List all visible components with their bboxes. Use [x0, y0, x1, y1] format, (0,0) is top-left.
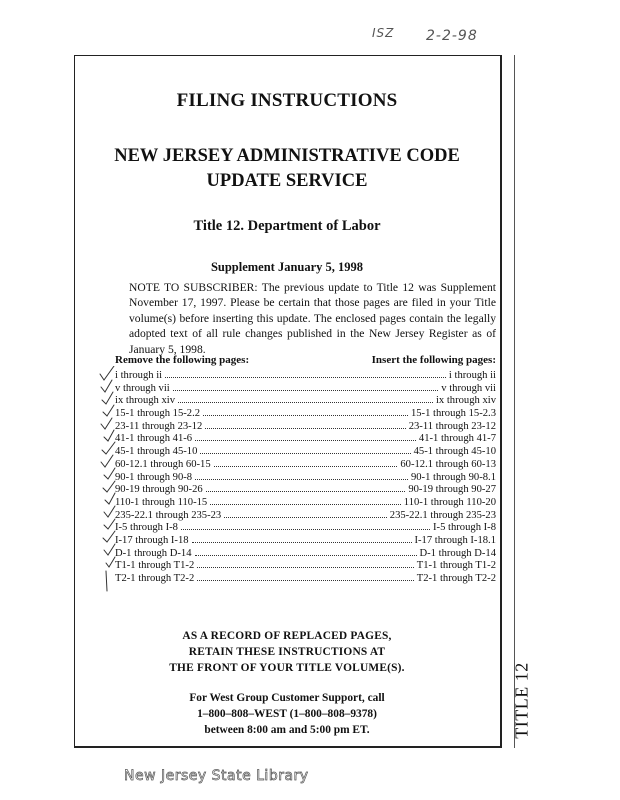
remove-pages: 15-1 through 15-2.2	[115, 408, 201, 420]
dot-leader	[200, 444, 410, 454]
remove-pages: 90-1 through 90-8	[115, 471, 193, 483]
title-tab-label: TITLE 12	[511, 661, 532, 739]
handwritten-initials: ISZ	[372, 26, 395, 40]
handwritten-annotation	[372, 24, 532, 50]
insert-pages: 23-11 through 23-12	[408, 420, 496, 432]
library-stamp: New Jersey State Library	[124, 768, 309, 784]
remove-pages: T2-1 through T2-2	[115, 573, 195, 584]
side-rule-inner	[514, 55, 515, 748]
remove-pages: T1-1 through T1-2	[115, 560, 195, 572]
insert-pages: T1-1 through T1-2	[416, 560, 496, 572]
list-item	[115, 457, 496, 470]
closing-line-1: AS A RECORD OF REPLACED PAGES,	[182, 630, 392, 642]
dot-leader	[205, 419, 405, 429]
list-item	[115, 558, 496, 571]
remove-pages: 45-1 through 45-10	[115, 446, 198, 458]
subtitle-line-2: UPDATE SERVICE	[206, 171, 368, 191]
list-item	[115, 533, 496, 546]
dot-leader	[197, 558, 414, 568]
list-item	[115, 508, 496, 521]
closing-line-3: THE FRONT OF YOUR TITLE VOLUME(S).	[169, 662, 405, 674]
side-rule	[500, 55, 502, 748]
insert-pages: v through vii	[441, 382, 496, 394]
insert-pages: ix through xiv	[435, 395, 496, 407]
dot-leader	[195, 470, 408, 480]
list-item	[115, 368, 496, 381]
list-item	[115, 482, 496, 495]
insert-pages: 60-12.1 through 60-13	[400, 458, 496, 470]
insert-pages: I-17 through I-18.1	[414, 534, 496, 546]
remove-pages: D-1 through D-14	[115, 547, 192, 559]
remove-pages: I-5 through I-8	[115, 522, 178, 534]
insert-pages: i through ii	[448, 370, 496, 381]
dot-leader	[192, 533, 412, 543]
list-item	[115, 444, 496, 457]
list-item	[115, 470, 496, 483]
dot-leader	[210, 495, 401, 505]
dot-leader	[181, 520, 430, 530]
dot-leader	[173, 381, 439, 391]
handwritten-date: 2-2-98	[426, 28, 478, 44]
subscriber-note	[115, 280, 496, 357]
remove-pages: 23-11 through 23-12	[115, 420, 203, 432]
list-item	[115, 571, 496, 584]
list-item	[115, 419, 496, 432]
closing-line-2: RETAIN THESE INSTRUCTIONS AT	[188, 646, 386, 658]
remove-pages: 60-12.1 through 60-15	[115, 458, 211, 470]
list-item	[115, 431, 496, 444]
remove-pages: i through ii	[115, 370, 163, 381]
page-title: FILING INSTRUCTIONS	[176, 90, 398, 111]
insert-pages: D-1 through D-14	[419, 547, 496, 559]
insert-pages: 45-1 through 45-10	[413, 446, 496, 458]
closing-instructions	[74, 628, 500, 676]
insert-pages: 90-1 through 90-8.1	[410, 471, 496, 483]
insert-pages: I-5 through I-8	[433, 522, 496, 534]
dot-leader	[195, 431, 416, 441]
insert-pages: 15-1 through 15-2.3	[410, 408, 496, 420]
insert-header: Insert the following pages:	[371, 354, 496, 366]
dot-leader	[206, 482, 406, 492]
title-tab	[502, 650, 542, 750]
dot-leader	[224, 508, 387, 518]
insert-pages: T2-1 through T2-2	[416, 573, 496, 584]
support-hours: between 8:00 am and 5:00 pm ET.	[204, 724, 370, 736]
list-item	[115, 495, 496, 508]
insert-pages: 110-1 through 110-20	[403, 496, 496, 508]
list-item	[115, 546, 496, 559]
remove-pages: v through vii	[115, 382, 170, 394]
list-rows	[115, 368, 496, 584]
subtitle-line-1: NEW JERSEY ADMINISTRATIVE CODE	[114, 146, 460, 166]
remove-pages: I-17 through I-18	[115, 534, 189, 546]
subscriber-note-text: NOTE TO SUBSCRIBER: The previous update to Title 12 was Supplement November 17, 1997. Please be certain that those pages are filed in your Title volume(s) before inserting this update. The enclosed pages contain the legally adopted text of all rule changes published in the New Jersey Register as of January 5, 1998.	[129, 281, 496, 356]
remove-pages: 235-22.1 through 235-23	[115, 509, 222, 521]
dot-leader	[195, 546, 417, 556]
list-item	[115, 381, 496, 394]
remove-pages: 110-1 through 110-15	[115, 496, 208, 508]
customer-support	[74, 690, 500, 738]
insert-pages: 235-22.1 through 235-23	[389, 509, 496, 521]
insert-pages: 90-19 through 90-27	[408, 484, 496, 496]
remove-header: Remove the following pages:	[115, 354, 250, 366]
dot-leader	[214, 457, 398, 467]
list-item	[115, 393, 496, 406]
supplement-date: Supplement January 5, 1998	[210, 260, 364, 274]
dot-leader	[165, 368, 446, 378]
dot-leader	[203, 406, 408, 416]
support-line-1: For West Group Customer Support, call	[189, 692, 385, 704]
list-header	[115, 354, 496, 368]
page-replacement-list	[115, 354, 496, 584]
remove-pages: 90-19 through 90-26	[115, 484, 203, 496]
insert-pages: 41-1 through 41-7	[418, 433, 496, 445]
list-item	[115, 520, 496, 533]
list-item	[115, 406, 496, 419]
remove-pages: ix through xiv	[115, 395, 176, 407]
dot-leader	[178, 393, 433, 403]
remove-pages: 41-1 through 41-6	[115, 433, 193, 445]
support-phone: 1–800–808–WEST (1–800–808–9378)	[197, 708, 377, 720]
dot-leader	[197, 571, 414, 581]
title-section-heading: Title 12. Department of Labor	[193, 218, 381, 234]
